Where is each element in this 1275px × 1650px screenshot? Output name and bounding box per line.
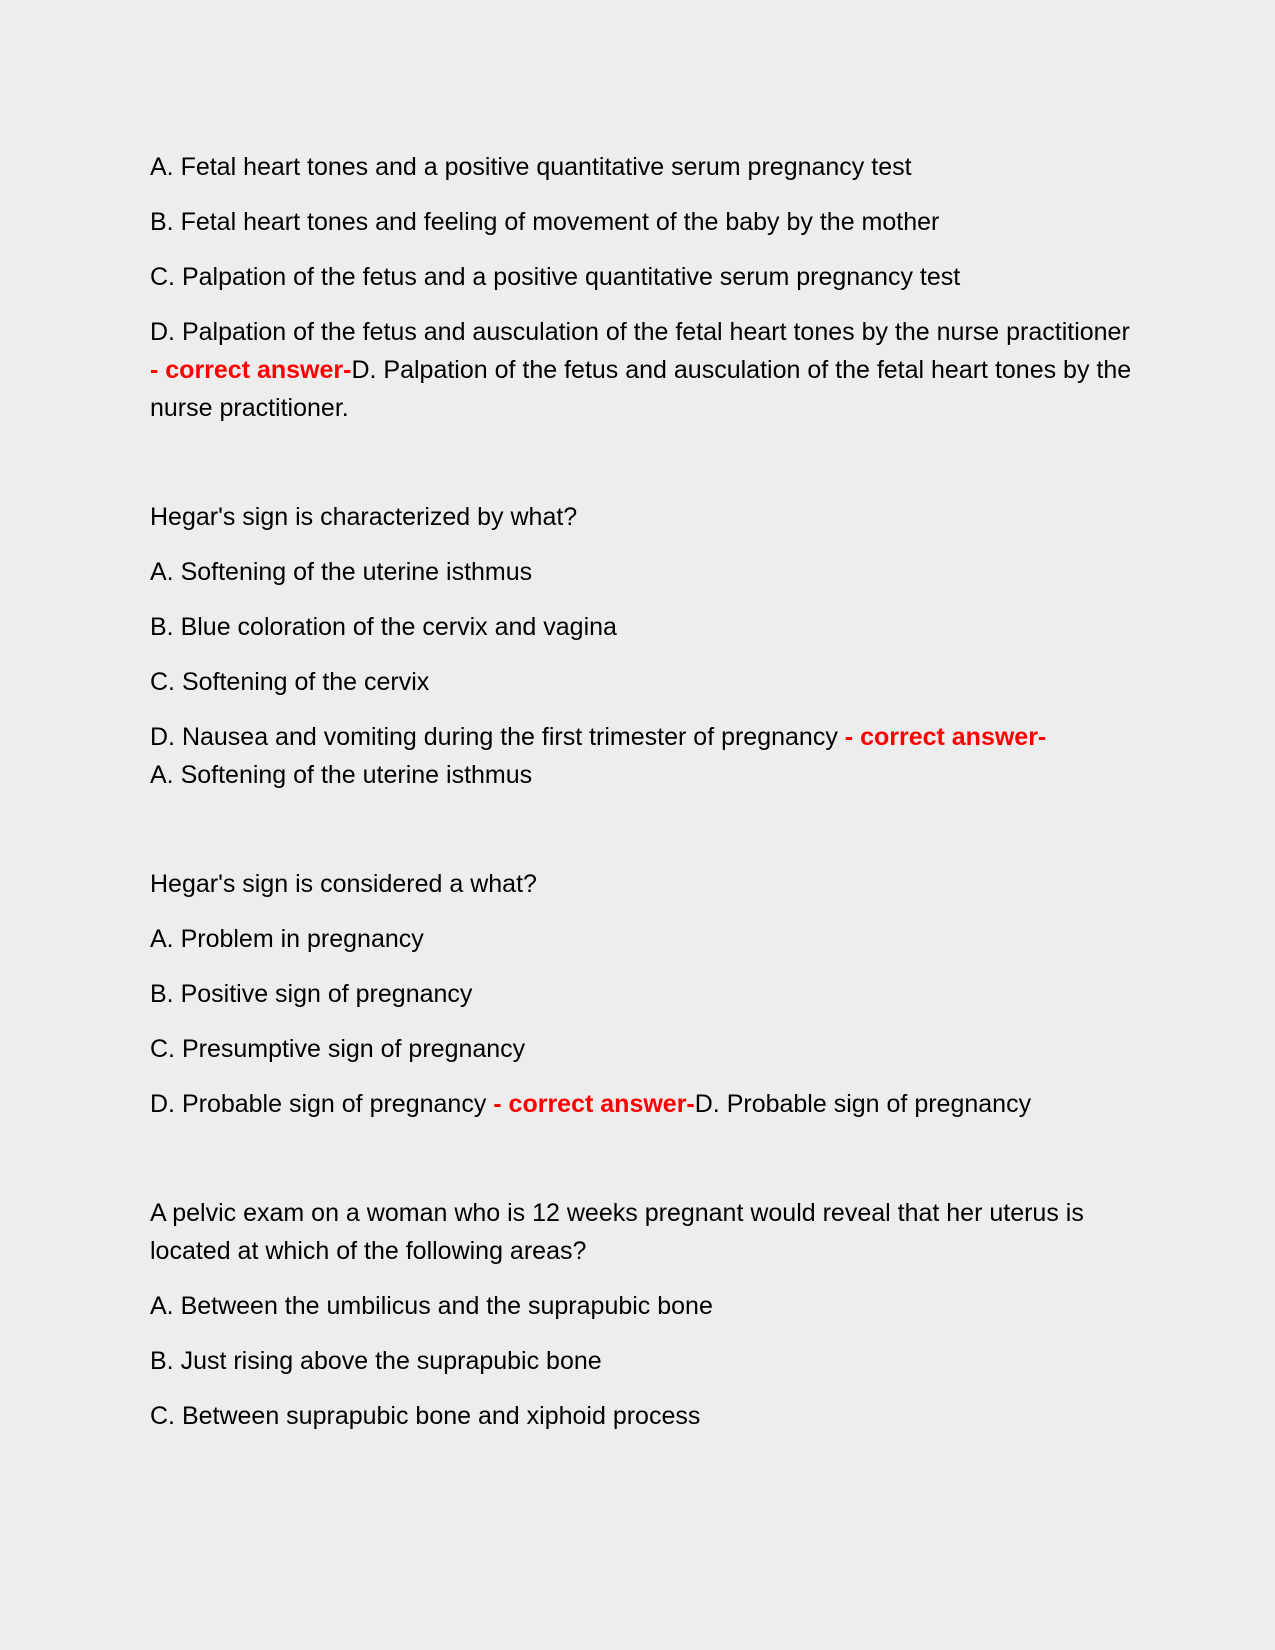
q2-option-a: A. Softening of the uterine isthmus (150, 558, 533, 586)
q4-option-c: C. Between suprapubic bone and xiphoid process (150, 1402, 701, 1430)
q3-option-d-with-answer (150, 1085, 1140, 1123)
q1-option-d-with-answer (150, 313, 1140, 427)
q4-option-a: A. Between the umbilicus and the suprapubic bone (150, 1292, 713, 1320)
spacer (150, 444, 1140, 498)
q1-option-d: D. Palpation of the fetus and ausculation of the fetal heart tones by the nurse practitioner (150, 318, 1130, 346)
q2-option-d: D. Nausea and vomiting during the first trimester of pregnancy (150, 723, 838, 751)
question-block-2 (150, 498, 1140, 794)
question-block-1 (150, 148, 1140, 427)
q1-answer: D. Palpation of the fetus and ausculation of the fetal heart tones by the nurse practitioner. (150, 356, 1132, 422)
q2-answer: A. Softening of the uterine isthmus (150, 761, 533, 789)
q1-option-a: A. Fetal heart tones and a positive quantitative serum pregnancy test (150, 153, 912, 181)
spacer (150, 811, 1140, 865)
q4-question: A pelvic exam on a woman who is 12 weeks pregnant would reveal that her uterus is located at which of the following areas? (150, 1199, 1084, 1265)
q3-option-b: B. Positive sign of pregnancy (150, 980, 473, 1008)
question-block-4 (150, 1194, 1140, 1435)
q4-option-b: B. Just rising above the suprapubic bone (150, 1347, 602, 1375)
q1-option-c: C. Palpation of the fetus and a positive quantitative serum pregnancy test (150, 263, 961, 291)
correct-answer-marker: - correct answer- (150, 356, 352, 384)
question-block-3 (150, 865, 1140, 1123)
correct-answer-marker: - correct answer- (844, 723, 1047, 751)
q3-option-a: A. Problem in pregnancy (150, 925, 424, 953)
q3-option-d: D. Probable sign of pregnancy (150, 1090, 487, 1118)
q2-option-b: B. Blue coloration of the cervix and vagina (150, 613, 617, 641)
document-page (150, 148, 1140, 1452)
q2-option-d-with-answer (150, 718, 1140, 794)
q1-option-b: B. Fetal heart tones and feeling of movement of the baby by the mother (150, 208, 940, 236)
correct-answer-marker: - correct answer- (493, 1090, 695, 1118)
q2-question: Hegar's sign is characterized by what? (150, 503, 578, 531)
q3-answer: D. Probable sign of pregnancy (694, 1090, 1032, 1118)
q3-option-c: C. Presumptive sign of pregnancy (150, 1035, 526, 1063)
q3-question: Hegar's sign is considered a what? (150, 870, 537, 898)
spacer (150, 1140, 1140, 1194)
q2-option-c: C. Softening of the cervix (150, 668, 430, 696)
